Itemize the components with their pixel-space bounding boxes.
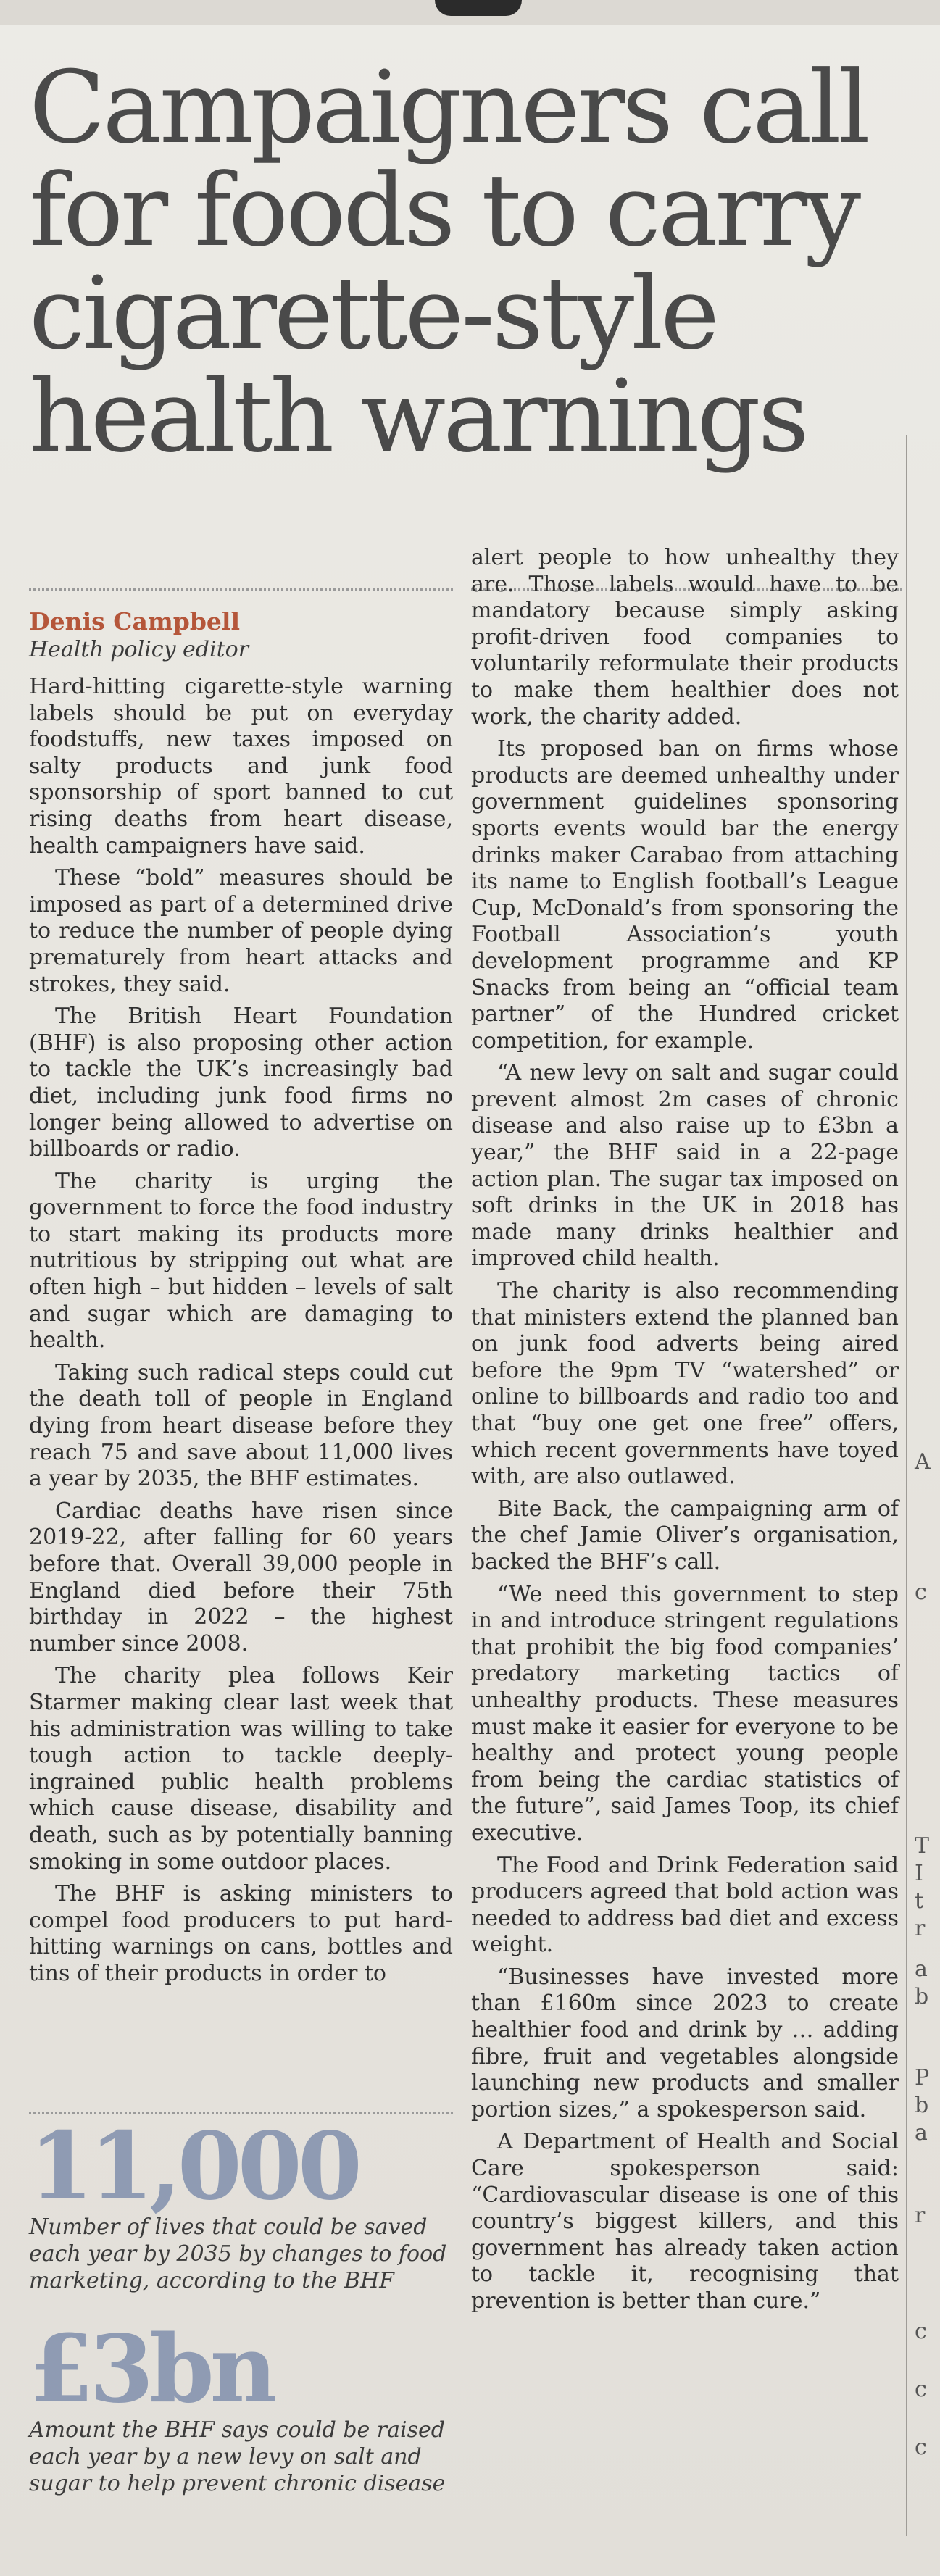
stat-caption: Number of lives that could be saved each year by 2035 by changes to food marketing, according to the BHF	[29, 2214, 447, 2293]
paragraph: Taking such radical steps could cut the death toll of people in England dying from heart disease before they reach 75 and save about 11,000 lives a year by 2035, the BHF estimates.	[29, 1359, 453, 1492]
edge-fragment: b	[915, 2093, 929, 2118]
edge-fragment: A	[915, 1449, 931, 1475]
headline: Campaigners call for foods to carry cigarette-style health warnings	[29, 49, 868, 475]
stat-number: 11,000	[29, 2112, 358, 2221]
previous-article-strip	[0, 0, 940, 25]
divider	[29, 588, 453, 591]
paragraph: alert people to how unhealthy they are. Those labels would have to be mandatory because simply asking profit-driven food companies to voluntarily reformulate their products to make them healthier does not work, the charity added.	[471, 545, 899, 730]
paragraph: “We need this government to step in and introduce stringent regulations that prohibit the big food companies’ predatory marketing tactics of unhealthy products. These measures must make it easier for everyone to be healthy and protect young people from being the cardiac statistics of the future”, said James Toop, its chief executive.	[471, 1581, 899, 1846]
edge-fragment: c	[915, 2435, 927, 2460]
decorative-mark	[435, 0, 522, 16]
paragraph: These “bold” measures should be imposed as part of a determined drive to reduce the number of people dying prematurely from heart attacks and strokes, they said.	[29, 865, 453, 997]
paragraph: The Food and Drink Federation said producers agreed that bold action was needed to address bad diet and excess weight.	[471, 1852, 899, 1958]
paragraph: Bite Back, the campaigning arm of the chef Jamie Oliver’s organisation, backed the BHF’s call.	[471, 1496, 899, 1575]
byline-role: Health policy editor	[29, 637, 249, 662]
byline-name: Denis Campbell	[29, 607, 240, 635]
edge-fragment: a	[915, 1956, 928, 1982]
stat-caption: Amount the BHF says could be raised each year by a new levy on salt and sugar to help prevent chronic disease	[29, 2417, 446, 2496]
edge-fragment: t	[915, 1888, 924, 1914]
edge-fragment: c	[915, 2377, 927, 2402]
edge-fragment: P	[915, 2065, 930, 2091]
stat-number: £3bn	[29, 2315, 273, 2424]
left-column	[29, 607, 453, 1993]
paragraph: A Department of Health and Social Care spokesperson said: “Cardiovascular disease is one of this country’s biggest killers, and this government has already taken action to tackle it, recognising that prevention is better than cure.”	[471, 2129, 899, 2314]
edge-fragment: c	[915, 2319, 927, 2344]
paragraph: Hard-hitting cigarette-style warning labels should be put on everyday foodstuffs, new taxes imposed on salty products and junk food sponsorship of sport banned to cut rising deaths from heart disease, health campaigners have said.	[29, 674, 453, 859]
edge-fragment: I	[915, 1861, 923, 1886]
paragraph: Cardiac deaths have risen since 2019-22, after falling for 60 years before that. Overall 39,000 people in England died before their 75th birthday in 2022 – the highest number since 2008.	[29, 1498, 453, 1656]
paragraph: The charity is also recommending that ministers extend the planned ban on junk food adverts being aired before the 9pm TV “watershed” or online to billboards and radio too and that “buy one get one free” offers, which recent governments have toyed with, are also outlawed.	[471, 1278, 899, 1490]
adjacent-article-edge	[906, 435, 940, 2536]
edge-fragment: a	[915, 2120, 928, 2146]
edge-fragment: r	[915, 1916, 926, 1941]
stat-box-lives	[29, 2112, 453, 2294]
right-column	[471, 545, 899, 2321]
paragraph: The BHF is asking ministers to compel food producers to put hard-hitting warnings on cans, bottles and tins of their products in order to	[29, 1881, 453, 1986]
paragraph: Its proposed ban on firms whose products are deemed unhealthy under government guidelines sponsoring sports events would bar the energy drinks maker Carabao from attaching its name to English football’s League Cup, McDonald’s from sponsoring the Football Association’s youth development programme and KP Snacks from being an “official team partner” of the Hundred cricket competition, for example.	[471, 736, 899, 1054]
paragraph: The charity is urging the government to force the food industry to start making its products more nutritious by stripping out what are often high – but hidden – levels of salt and sugar which are damaging to health.	[29, 1168, 453, 1354]
paragraph: The charity plea follows Keir Starmer making clear last week that his administration was willing to take tough action to tackle deeply-ingrained public health problems which cause disease, disability and death, such as by potentially banning smoking in some outdoor places.	[29, 1663, 453, 1875]
paragraph: The British Heart Foundation (BHF) is also proposing other action to tackle the UK’s increasingly bad diet, including junk food firms no longer being allowed to advertise on billboards or radio.	[29, 1004, 453, 1162]
edge-fragment: r	[915, 2203, 926, 2228]
paragraph: “A new levy on salt and sugar could prevent almost 2m cases of chronic disease and also raise up to £3bn a year,” the BHF said in a 22-page action plan. The sugar tax imposed on soft drinks in the UK in 2018 has made many drinks healthier and improved child health.	[471, 1060, 899, 1272]
edge-fragment: T	[915, 1833, 930, 1859]
edge-fragment: b	[915, 1984, 929, 2009]
stat-box-levy	[29, 2315, 453, 2497]
edge-fragment: c	[915, 1580, 927, 1605]
paragraph: “Businesses have invested more than £160m since 2023 to create healthier food and drink by … adding fibre, fruit and vegetables alongside launching new products and smaller portion sizes,” a spokesperson said.	[471, 1964, 899, 2122]
